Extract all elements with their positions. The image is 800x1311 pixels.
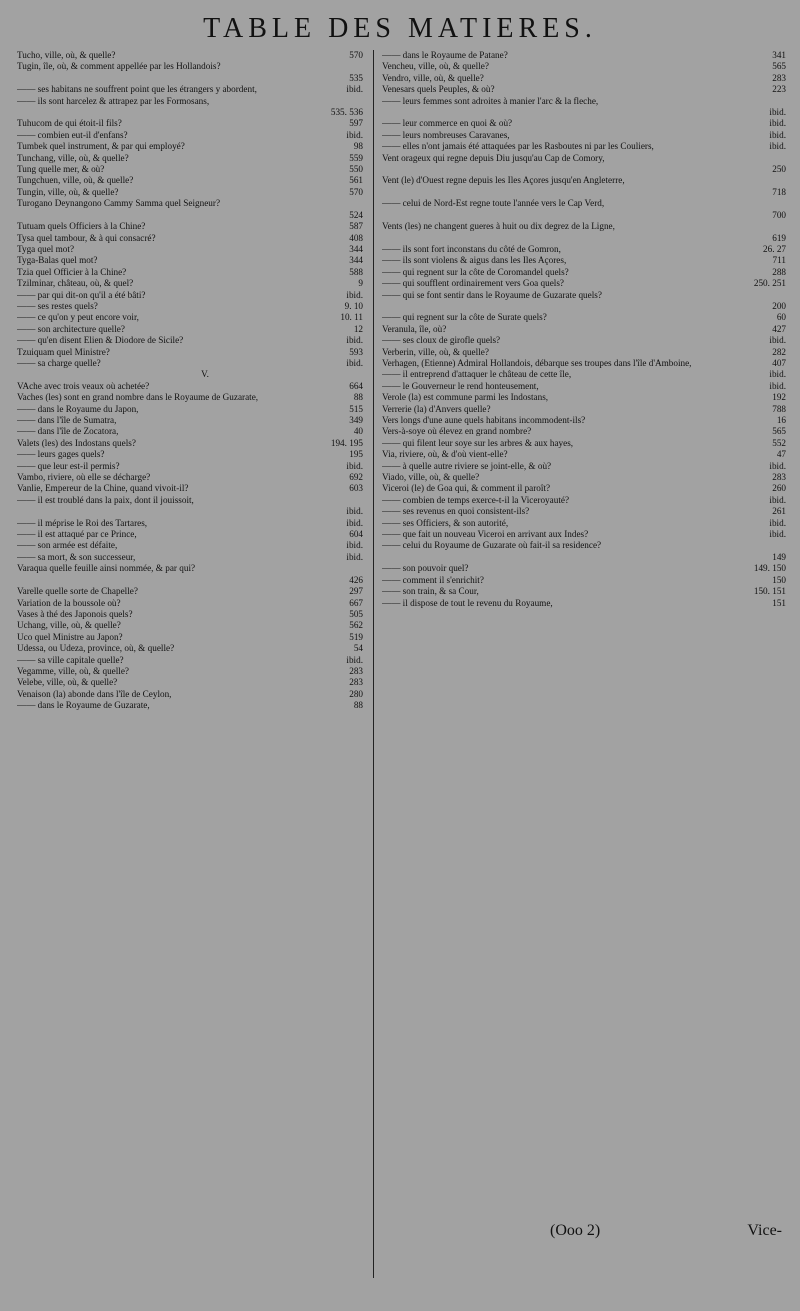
page-reference: 561 (349, 175, 363, 186)
index-entry (382, 335, 790, 346)
entry-text: Veranula, île, où? (382, 323, 447, 334)
entry-text: —— celui du Royaume de Guzarate où fait-il sa residence? (382, 540, 602, 551)
page-reference: 565 (772, 61, 786, 72)
page-reference: 407 (772, 357, 786, 368)
page-reference: ibid. (769, 380, 786, 391)
index-entry (17, 495, 367, 518)
entry-text: —— dans le Royaume de Guzarate, (17, 700, 150, 711)
index-entry (382, 324, 790, 335)
entry-text: Tungin, ville, où, & quelle? (17, 186, 119, 197)
page-reference: 250. 251 (753, 278, 786, 289)
page-reference: 711 (772, 255, 786, 266)
index-entry (17, 61, 367, 84)
entry-text: —— sa ville capitale quelle? (17, 654, 124, 665)
page-reference: ibid. (769, 494, 786, 505)
page-reference: 619 (772, 232, 786, 243)
catchword: Vice- (747, 1222, 782, 1239)
entry-text: Uchang, ville, où, & quelle? (17, 620, 121, 631)
entry-text: —— qui filent leur soye sur les arbres & aux hayes, (382, 437, 574, 448)
index-entry (382, 472, 790, 483)
page-reference: 260 (772, 483, 786, 494)
entry-text: Vases à thé des Japonois quels? (17, 608, 133, 619)
page-reference: 283 (349, 665, 363, 676)
index-entry (17, 198, 367, 221)
page-reference: 10. 11 (340, 312, 363, 323)
page-reference: 60 (776, 312, 786, 323)
page-reference: 588 (349, 266, 363, 277)
index-entry (17, 381, 367, 392)
page-reference: 408 (349, 232, 363, 243)
index-entry (382, 175, 790, 198)
page-reference: 562 (349, 620, 363, 631)
page-reference: 559 (349, 152, 363, 163)
section-letter: V. (201, 369, 209, 380)
page-reference: 282 (772, 346, 786, 357)
entry-text: —— ils sont fort inconstans du côté de Gomron, (382, 243, 561, 254)
page-reference: 570 (349, 186, 363, 197)
page-reference: ibid. (346, 335, 363, 346)
entry-text: —— dans le Royaume de Patane? (382, 50, 508, 60)
entry-text: Via, riviere, où, & d'où vient-elle? (382, 449, 508, 460)
entry-text: —— son armée est défaite, (17, 540, 118, 551)
index-entry (382, 96, 790, 119)
entry-text: Viceroi (le) de Goa qui, & comment il paroît? (382, 483, 551, 494)
entry-text: —— leurs femmes sont adroites à manier l'arc & la fleche, (382, 95, 599, 106)
entry-text: Tzuiquam quel Ministre? (17, 346, 110, 357)
entry-text: VAche avec trois veaux où achetée? (17, 380, 150, 391)
entry-text: Tyga-Balas quel mot? (17, 255, 98, 266)
page-reference: 149 (772, 551, 786, 562)
index-entry (17, 358, 367, 369)
entry-text: —— ses cloux de girofle quels? (382, 335, 501, 346)
page-reference: ibid. (346, 551, 363, 562)
page-reference: 150. 151 (753, 586, 786, 597)
entry-text: Tzia quel Officier à la Chine? (17, 266, 127, 277)
entry-text: Tutuam quels Officiers à la Chine? (17, 221, 146, 232)
entry-text: —— qui soufflent ordinairement vers Goa quels? (382, 278, 565, 289)
section-heading (17, 369, 367, 380)
index-entry (382, 426, 790, 437)
page-reference: 349 (349, 415, 363, 425)
index-entry (382, 540, 790, 563)
index-entry (17, 598, 367, 609)
page-reference: 16 (776, 415, 786, 425)
entry-text: —— celui de Nord-Est regne toute l'année vers le Cap Verd, (382, 198, 605, 209)
entry-text: —— ce qu'on y peut encore voir, (17, 312, 139, 323)
entry-text: —— ses habitans ne souffrent point que les étrangers y abordent, (17, 84, 257, 95)
page-reference: 603 (349, 483, 363, 494)
page-reference: 570 (349, 50, 363, 60)
page-reference: ibid. (346, 357, 363, 368)
entry-text: Valets (les) des Indostans quels? (17, 437, 136, 448)
entry-text: Varaqua quelle feuille ainsi nommée, & par qui? (17, 563, 196, 574)
entry-text: —— leurs gages quels? (17, 449, 105, 460)
page-reference: 505 (349, 608, 363, 619)
entry-text: Verberin, ville, où, & quelle? (382, 346, 489, 357)
page-reference: 604 (349, 529, 363, 540)
entry-text: —— il entreprend d'attaquer le château de cette île, (382, 369, 572, 380)
entry-text: Uco quel Ministre au Japon? (17, 631, 123, 642)
entry-text: Vaches (les) sont en grand nombre dans le Royaume de Guzarate, (17, 392, 259, 403)
entry-text: —— leur commerce en quoi & où? (382, 118, 513, 129)
index-entry (382, 461, 790, 472)
page-reference: 427 (772, 323, 786, 334)
page-reference: 700 (772, 209, 786, 220)
index-entry (382, 73, 790, 84)
entry-text: —— ils sont violens & aigus dans les Iles Açores, (382, 255, 567, 266)
index-entry (17, 141, 367, 152)
index-entry (17, 438, 367, 449)
index-entry (382, 255, 790, 266)
entry-text: —— dans l'île de Zocatora, (17, 426, 119, 437)
index-entry (17, 483, 367, 494)
index-entry (382, 369, 790, 380)
index-entry (382, 198, 790, 221)
index-entry (17, 643, 367, 654)
index-entry (382, 415, 790, 426)
index-entry (17, 461, 367, 472)
entry-text: —— ses restes quels? (17, 300, 98, 311)
index-entry (382, 575, 790, 586)
page-reference: 150 (772, 574, 786, 585)
index-entry (382, 518, 790, 529)
index-entry (17, 689, 367, 700)
page-reference: 664 (349, 380, 363, 391)
index-entry (17, 130, 367, 141)
page-reference: ibid. (346, 289, 363, 300)
entry-text: —— dans le Royaume du Japon, (17, 403, 139, 414)
page-reference: 54 (353, 643, 363, 654)
index-entry (382, 141, 790, 152)
left-column (17, 50, 367, 1280)
entry-text: —— à quelle autre riviere se joint-elle, & où? (382, 460, 552, 471)
index-entry (17, 449, 367, 460)
page-reference: 565 (772, 426, 786, 437)
index-entry (382, 563, 790, 574)
index-entry (382, 598, 790, 609)
entry-text: Verhagen, (Etienne) Admiral Hollandois, débarque ses troupes dans l'île d'Amboine, (382, 357, 692, 368)
index-entry (17, 700, 367, 711)
index-entry (382, 347, 790, 358)
entry-text: Udessa, ou Udeza, province, où, & quelle? (17, 643, 175, 654)
index-entry (17, 175, 367, 186)
page-reference: 283 (349, 677, 363, 688)
index-entry (17, 347, 367, 358)
entry-text: Tung quelle mer, & où? (17, 164, 105, 175)
index-entry (17, 267, 367, 278)
entry-text: —— il dispose de tout le revenu du Royaume, (382, 597, 553, 608)
index-entry (382, 130, 790, 141)
index-entry (382, 392, 790, 403)
index-entry (17, 118, 367, 129)
entry-text: Turogano Deynangono Cammy Samma quel Seigneur? (17, 198, 221, 209)
page-title: TABLE DES MATIERES. (203, 13, 597, 44)
page-reference: ibid. (346, 129, 363, 140)
page-reference: 151 (772, 597, 786, 608)
index-entry (382, 290, 790, 313)
page-reference: ibid. (346, 540, 363, 551)
entry-text: —— sa mort, & son successeur, (17, 551, 136, 562)
entry-text: —— qui se font sentir dans le Royaume de Guzarate quels? (382, 289, 602, 300)
entry-text: —— le Gouverneur le rend honteusement, (382, 380, 539, 391)
index-entry (17, 404, 367, 415)
entry-text: Tunchang, ville, où, & quelle? (17, 152, 129, 163)
page-reference: ibid. (769, 369, 786, 380)
index-entry (17, 324, 367, 335)
entry-text: —— elles n'ont jamais été attaquées par les Rasboutes ni par les Couliers, (382, 141, 654, 152)
page-reference: 223 (772, 84, 786, 95)
entry-text: —— que leur est-il permis? (17, 460, 120, 471)
entry-text: —— ils sont harcelez & attrapez par les Formosans, (17, 95, 210, 106)
index-entry (17, 96, 367, 119)
page-reference: ibid. (769, 107, 786, 118)
index-entry (382, 381, 790, 392)
index-entry (382, 495, 790, 506)
index-entry (17, 632, 367, 643)
entry-text: —— qu'en disent Elien & Diodore de Sicile? (17, 335, 184, 346)
index-entry (17, 278, 367, 289)
index-entry (17, 50, 367, 61)
entry-text: —— leurs nombreuses Caravanes, (382, 129, 510, 140)
index-entry (17, 518, 367, 529)
page-reference: 667 (349, 597, 363, 608)
index-entry (382, 118, 790, 129)
entry-text: —— comment il s'enrichit? (382, 574, 484, 585)
page-reference: 515 (349, 403, 363, 414)
page-reference: 341 (772, 50, 786, 60)
entry-text: Vents (les) ne changent gueres à huit ou dix degrez de la Ligne, (382, 221, 615, 232)
entry-text: —— combien de temps exerce-t-il la Viceroyauté? (382, 494, 570, 505)
signature-mark: (Ooo 2) (550, 1222, 601, 1239)
index-entry (17, 472, 367, 483)
page-reference: 283 (772, 472, 786, 483)
index-entry (17, 335, 367, 346)
page-reference: 788 (772, 403, 786, 414)
page-reference: 692 (349, 472, 363, 483)
index-entry (17, 312, 367, 323)
page-reference: 149. 150 (753, 563, 786, 574)
page-reference: 344 (349, 255, 363, 266)
entry-text: Vent orageux qui regne depuis Diu jusqu'au Cap de Comory, (382, 152, 605, 163)
page-reference: 344 (349, 243, 363, 254)
page-reference: 519 (349, 631, 363, 642)
index-entry (17, 244, 367, 255)
page-reference: ibid. (346, 84, 363, 95)
entry-text: Vambo, riviere, où elle se décharge? (17, 472, 151, 483)
entry-text: —— il méprise le Roi des Tartares, (17, 517, 148, 528)
entry-text: —— ses revenus en quoi consistent-ils? (382, 506, 530, 517)
index-entry (382, 61, 790, 72)
index-entry (17, 301, 367, 312)
page-reference: 26. 27 (763, 243, 786, 254)
page-reference: 12 (353, 323, 363, 334)
page-reference: ibid. (769, 529, 786, 540)
page-reference: 718 (772, 186, 786, 197)
index-entry (382, 586, 790, 597)
index-entry (382, 267, 790, 278)
index-entry (17, 677, 367, 688)
page-reference: ibid. (769, 335, 786, 346)
index-entry (382, 278, 790, 289)
page-reference: 535 (349, 72, 363, 83)
entry-text: —— sa charge quelle? (17, 357, 101, 368)
index-entry (382, 221, 790, 244)
entry-text: Vers-à-soye où élevez en grand nombre? (382, 426, 532, 437)
page-reference: ibid. (769, 129, 786, 140)
page-reference: 250 (772, 164, 786, 175)
entry-text: Venaison (la) abonde dans l'île de Ceylon, (17, 688, 172, 699)
index-entry (382, 483, 790, 494)
entry-text: Vers longs d'une aune quels habitans incommodent-ils? (382, 415, 586, 425)
entry-text: Verrerie (la) d'Anvers quelle? (382, 403, 491, 414)
index-entry (17, 666, 367, 677)
index-entry (17, 426, 367, 437)
page-reference: 98 (353, 141, 363, 152)
entry-text: Vanlie, Empereur de la Chine, quand vivoit-il? (17, 483, 189, 494)
page-reference: 587 (349, 221, 363, 232)
index-entry (17, 620, 367, 631)
page-reference: 40 (353, 426, 363, 437)
index-entry (17, 233, 367, 244)
page-reference: ibid. (346, 506, 363, 517)
index-entry (17, 392, 367, 403)
page-reference: 597 (349, 118, 363, 129)
entry-text: Velebe, ville, où, & quelle? (17, 677, 118, 688)
index-entry (17, 586, 367, 597)
index-entry (17, 255, 367, 266)
page-reference: 88 (353, 392, 363, 403)
index-entry (382, 438, 790, 449)
index-entry (382, 312, 790, 323)
page-footer (382, 1220, 790, 1244)
page-reference: ibid. (769, 118, 786, 129)
page-reference: 47 (776, 449, 786, 460)
index-entry (382, 449, 790, 460)
entry-text: Vent (le) d'Ouest regne depuis les Iles Açores jusqu'en Angleterre, (382, 175, 625, 186)
page-reference: ibid. (769, 141, 786, 152)
index-entry (17, 655, 367, 666)
page-reference: 9. 10 (344, 300, 363, 311)
entry-text: Vegamme, ville, où, & quelle? (17, 665, 130, 676)
entry-text: —— qui regnent sur la côte de Surate quels? (382, 312, 547, 323)
page-reference: ibid. (769, 460, 786, 471)
entry-text: —— qui regnent sur la côte de Coromandel quels? (382, 266, 569, 277)
column-divider (373, 50, 374, 1278)
index-entry (382, 506, 790, 517)
page-reference: 9 (358, 278, 363, 289)
index-entry (382, 244, 790, 255)
page-reference: 261 (772, 506, 786, 517)
index-entry (17, 529, 367, 540)
page-reference: 195 (349, 449, 363, 460)
index-entry (382, 153, 790, 176)
page-reference: 535. 536 (330, 107, 363, 118)
index-entry (17, 84, 367, 95)
entry-text: Tumbek quel instrument, & par qui employé? (17, 141, 185, 152)
entry-text: Variation de la boussole où? (17, 597, 121, 608)
index-entry (382, 529, 790, 540)
page-reference: 524 (349, 209, 363, 220)
page-reference: 283 (772, 72, 786, 83)
index-entry (382, 358, 790, 369)
entry-text: —— que fait un nouveau Viceroi en arrivant aux Indes? (382, 529, 589, 540)
entry-text: —— il est troublé dans la paix, dont il jouissoit, (17, 494, 194, 505)
right-column (382, 50, 790, 1280)
page-reference: ibid. (346, 654, 363, 665)
entry-text: Viado, ville, où, & quelle? (382, 472, 480, 483)
entry-text: —— par qui dit-on qu'il a été bâti? (17, 289, 146, 300)
entry-text: —— son architecture quelle? (17, 323, 125, 334)
entry-text: Tucho, ville, où, & quelle? (17, 50, 116, 60)
page-reference: ibid. (346, 517, 363, 528)
index-entry (382, 404, 790, 415)
entry-text: Tugin, île, où, & comment appellée par les Hollandois? (17, 61, 221, 72)
entry-text: —— son train, & sa Cour, (382, 586, 479, 597)
page-reference: 426 (349, 574, 363, 585)
entry-text: Vencheu, ville, où, & quelle? (382, 61, 489, 72)
page-reference: 593 (349, 346, 363, 357)
entry-text: Tzilminar, château, où, & quel? (17, 278, 134, 289)
page-reference: 200 (772, 300, 786, 311)
entry-text: Tungchuen, ville, où, & quelle? (17, 175, 134, 186)
entry-text: Venesars quels Peuples, & où? (382, 84, 495, 95)
index-entry (17, 187, 367, 198)
page-reference: 288 (772, 266, 786, 277)
page-reference: 192 (772, 392, 786, 403)
page-reference: 550 (349, 164, 363, 175)
page-reference: 297 (349, 586, 363, 597)
index-entry (17, 164, 367, 175)
entry-text: Varelle quelle sorte de Chapelle? (17, 586, 138, 597)
index-entry (17, 415, 367, 426)
index-entry (17, 609, 367, 620)
entry-text: —— combien eut-il d'enfans? (17, 129, 128, 140)
index-entry (17, 552, 367, 563)
entry-text: —— son pouvoir quel? (382, 563, 469, 574)
entry-text: Tysa quel tambour, & à qui consacré? (17, 232, 156, 243)
page-reference: ibid. (769, 517, 786, 528)
page-reference: 88 (353, 700, 363, 711)
entry-text: —— il est attaqué par ce Prince, (17, 529, 137, 540)
index-entry (382, 50, 790, 61)
index-entry (382, 84, 790, 95)
entry-text: —— dans l'île de Sumatra, (17, 415, 117, 425)
entry-text: Tyga quel mot? (17, 243, 75, 254)
index-entry (17, 563, 367, 586)
entry-text: Vendro, ville, où, & quelle? (382, 72, 484, 83)
index-entry (17, 153, 367, 164)
entry-text: Tuhucom de qui étoit-il fils? (17, 118, 122, 129)
index-entry (17, 221, 367, 232)
page-reference: 194. 195 (330, 437, 363, 448)
index-entry (17, 540, 367, 551)
entry-text: —— ses Officiers, & son autorité, (382, 517, 509, 528)
entry-text: Verole (la) est commune parmi les Indostans, (382, 392, 549, 403)
page-reference: 552 (772, 437, 786, 448)
index-entry (17, 290, 367, 301)
page-reference: ibid. (346, 460, 363, 471)
page-reference: 280 (349, 688, 363, 699)
